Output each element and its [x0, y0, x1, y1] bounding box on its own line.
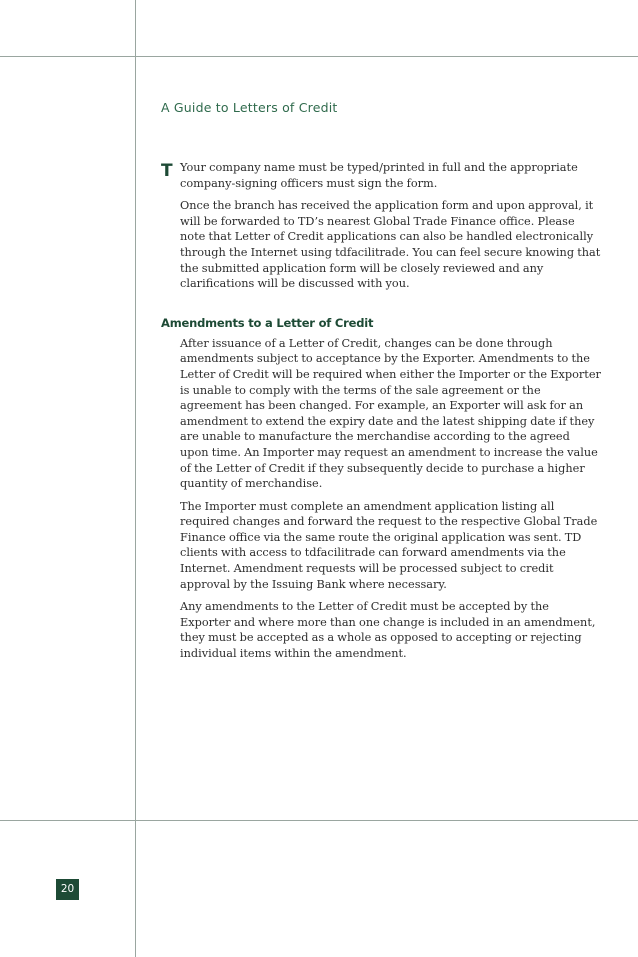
amendments-paragraph: After issuance of a Letter of Credit, changes can be done through amendments subject to acceptance by the Exporter. Amendments to the Letter of Credit will be required when either the Importer or the Exporter is unable to comply with the terms of the sale agreement or the agreement has been changed. For example, an Exporter will ask for an amendment to extend the expiry date and the latest shipping date if they are unable to manufacture the merchandise according to the agreed upon time. An Importer may request an amendment to increase the value of the Letter of Credit if they subsequently decide to purchase a higher quantity of merchandise.: [180, 336, 601, 491]
amendments-paragraph: Any amendments to the Letter of Credit must be accepted by the Exporter and where more than one change is included in an amendment, they must be accepted as a whole as opposed to accepting or rejecting individual items within the amendment.: [180, 600, 596, 661]
amendments-block: [161, 336, 601, 662]
page-content: [161, 160, 601, 662]
footer-rule: [0, 820, 638, 821]
running-header-title: A Guide to Letters of Credit: [161, 100, 338, 115]
intro-block: [161, 160, 601, 292]
section-heading-amendments: Amendments to a Letter of Credit: [161, 315, 374, 330]
lead-letter: T: [161, 161, 173, 181]
header-rule: [0, 56, 638, 57]
page-number-badge: 20: [56, 879, 79, 900]
intro-paragraph: Once the branch has received the application form and upon approval, it will be forwarded to TD’s nearest Global Trade Finance office. Please note that Letter of Credit applications can also be handled electronically through the Internet using tdfacilitrade. You can feel secure knowing that the submitted application form will be closely reviewed and any clarifications will be discussed with you.: [180, 199, 601, 291]
amendments-paragraph: The Importer must complete an amendment application listing all required changes and forward the request to the respective Global Trade Finance office via the same route the original application was sent. TD clients with access to tdfacilitrade can forward amendments via the Internet. Amendment requests will be processed subject to credit approval by the Issuing Bank where necessary.: [180, 499, 598, 591]
intro-paragraph: Your company name must be typed/printed in full and the appropriate company-signing officers must sign the form.: [180, 161, 578, 190]
margin-rule-vertical: [135, 0, 136, 957]
